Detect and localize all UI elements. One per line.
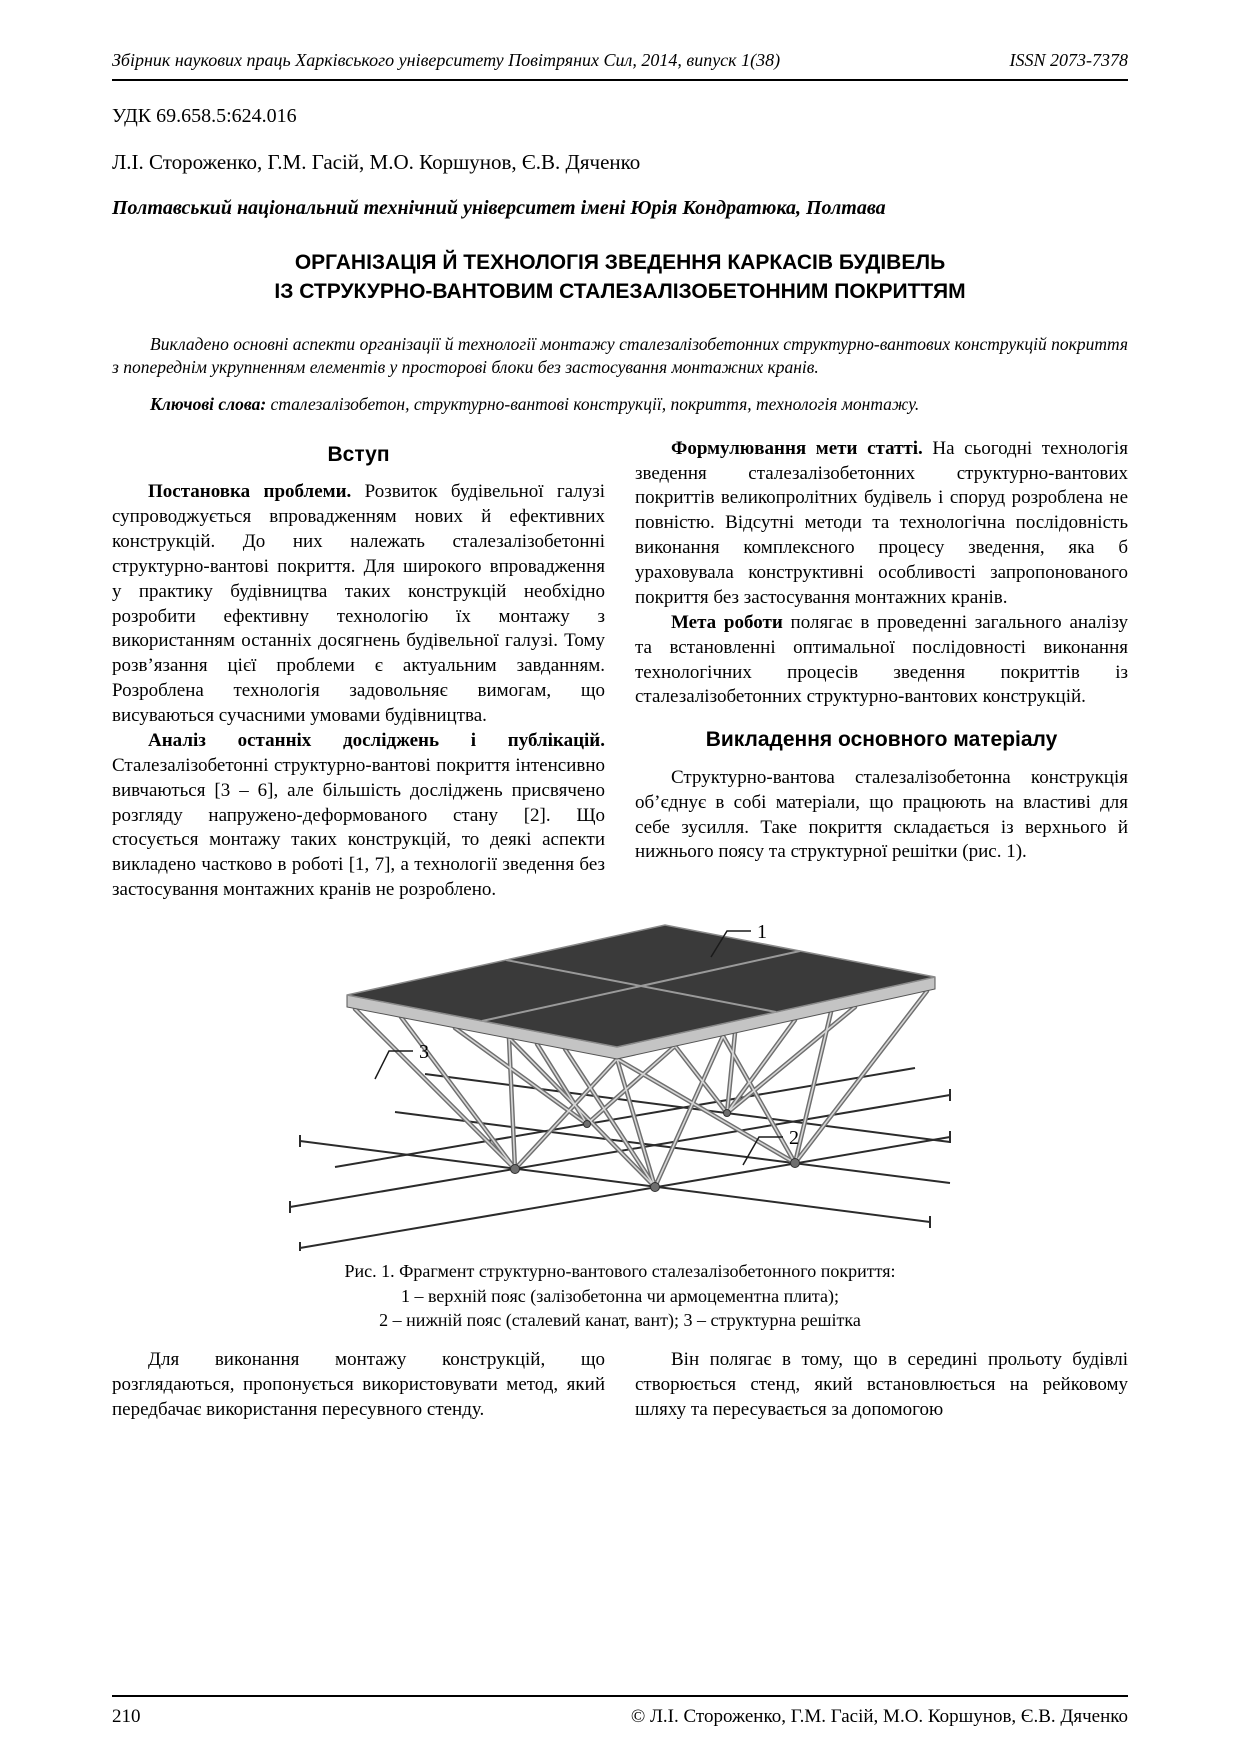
figure-label-2: 2 xyxy=(789,1127,799,1150)
journal-header xyxy=(112,50,1128,81)
paragraph-text: Сталезалізобетонні структурно-вантові покриття інтенсивно вивчаються [3 – 6], але більшість досліджень присвячено розгляду напружено-деформованого стану [2]. Що стосується монтажу таких конструкцій, то деякі аспекти викладено частково в роботі [1, 7], а технології зведення без застосування монтажних кранів не розроблено. xyxy=(112,754,605,901)
right-column-bottom xyxy=(635,1348,1128,1423)
copyright-line: © Л.І. Стороженко, Г.М. Гасій, М.О. Коршунов, Є.В. Дяченко xyxy=(630,1706,1128,1727)
paragraph-analysis xyxy=(112,729,605,903)
paragraph-text: Розвиток будівельної галузі супроводжується впровадженням нових й ефективних конструкцій. До них належать сталезалізобетонні структурно-вантові покриття. Для широкого впровадження у практику будівництва таких конструкцій необхідно розробити ефективну технологію їх монтажу з використанням останніх досягнень будівельної галузі. Тому розв’язання цієї проблеми є актуальним завданням. Розроблена технологія задовольняє вимогам, що висуваються сучасними умовами будівництва. xyxy=(112,481,605,727)
figure-caption-line1: Рис. 1. Фрагмент структурно-вантового сталезалізобетонного покриття: xyxy=(344,1261,896,1282)
paragraph-lead: Аналіз останніх досліджень і публікацій. xyxy=(148,729,605,751)
page-number: 210 xyxy=(112,1706,141,1727)
article-title-line2: ІЗ СТРУКУРНО-ВАНТОВИМ СТАЛЕЗАЛІЗОБЕТОННИМ ПОКРИТТЯМ xyxy=(274,280,966,304)
issn-number: ISSN 2073-7378 xyxy=(1009,50,1128,70)
paragraph-main-intro: Структурно-вантова сталезалізобетонна конструкція об’єднує в собі матеріали, що працюють на властиві для себе зусилля. Таке покриття складається із верхнього й нижнього поясу та структурної решітки (рис. 1). xyxy=(635,766,1128,863)
two-column-continuation xyxy=(112,1348,1128,1423)
figure-caption-line2: 1 – верхній пояс (залізобетонна чи армоцементна плита); xyxy=(401,1285,839,1306)
section-heading-intro: Вступ xyxy=(327,442,390,466)
paragraph-text: На сьогодні технологія зведення сталезалізобетонних структурно-вантових покриттів великопролітних будівель і споруд розроблена не повністю. Відсутні методи та технологічна послідовність виконання комплексного процесу зведення, яка б ураховувала конструктивні особливості запропонованого покриття без застосування монтажних кранів. xyxy=(635,437,1128,608)
two-column-body xyxy=(112,437,1128,903)
affiliation-line: Полтавський національний технічний університет імені Юрія Кондратюка, Полтава xyxy=(112,197,886,219)
figure-label-3: 3 xyxy=(419,1041,429,1064)
paragraph-problem-statement xyxy=(112,480,605,729)
article-title-line1: ОРГАНІЗАЦІЯ Й ТЕХНОЛОГІЯ ЗВЕДЕННЯ КАРКАСІВ БУДІВЕЛЬ xyxy=(294,251,946,274)
abstract-text: Викладено основні аспекти організації й технології монтажу сталезалізобетонних структурно-вантових конструкцій покриття з попереднім укрупненням елементів у просторові блоки без застосування монтажних кранів. xyxy=(112,333,1128,378)
journal-title: Збірник наукових праць Харківського університету Повітряних Сил, 2014, випуск 1(38) xyxy=(112,50,781,70)
figure-caption xyxy=(112,1259,1128,1332)
keywords-text: сталезалізобетон, структурно-вантові конструкції, покриття, технологія монтажу. xyxy=(270,393,920,414)
figure-label-1: 1 xyxy=(757,921,767,944)
paragraph-lead: Мета роботи xyxy=(671,611,783,633)
page-footer xyxy=(112,1695,1128,1728)
article-title xyxy=(112,248,1128,307)
udc-code: УДК 69.658.5:624.016 xyxy=(112,105,297,127)
paragraph-lead: Формулювання мети статті. xyxy=(671,437,923,459)
paragraph-text: полягає в проведенні загального аналізу та встановленні оптимальної послідовності виконання технологічних процесів зведення покриттів із сталезалізобетонних структурно-вантових конструкцій. xyxy=(635,611,1129,708)
authors-line: Л.І. Стороженко, Г.М. Гасій, М.О. Коршунов, Є.В. Дяченко xyxy=(112,150,641,174)
paragraph-stand: Він полягає в тому, що в середині прольоту будівлі створюється стенд, який встановлюється на рейковому шляху та пересувається за допомогою xyxy=(635,1349,1128,1421)
left-column-bottom xyxy=(112,1348,605,1423)
section-heading-main: Викладення основного матеріалу xyxy=(705,728,1058,752)
paragraph-work-goal xyxy=(635,611,1128,711)
paragraph-method: Для виконання монтажу конструкцій, що розглядаються, пропонується використовувати метод, який передбачає використання пересувного стенду. xyxy=(112,1349,605,1421)
keywords-line xyxy=(112,394,1128,415)
figure-caption-line3: 2 – нижній пояс (сталевий канат, вант); 3 – структурна решітка xyxy=(379,1309,861,1330)
keywords-label: Ключові слова: xyxy=(150,393,267,414)
figure-block xyxy=(112,917,1128,1332)
right-column xyxy=(635,437,1128,903)
figure-structure-drawing xyxy=(275,917,965,1252)
paragraph-lead: Постановка проблеми. xyxy=(148,481,352,503)
paragraph-goal-formulation xyxy=(635,437,1128,611)
left-column xyxy=(112,437,605,903)
